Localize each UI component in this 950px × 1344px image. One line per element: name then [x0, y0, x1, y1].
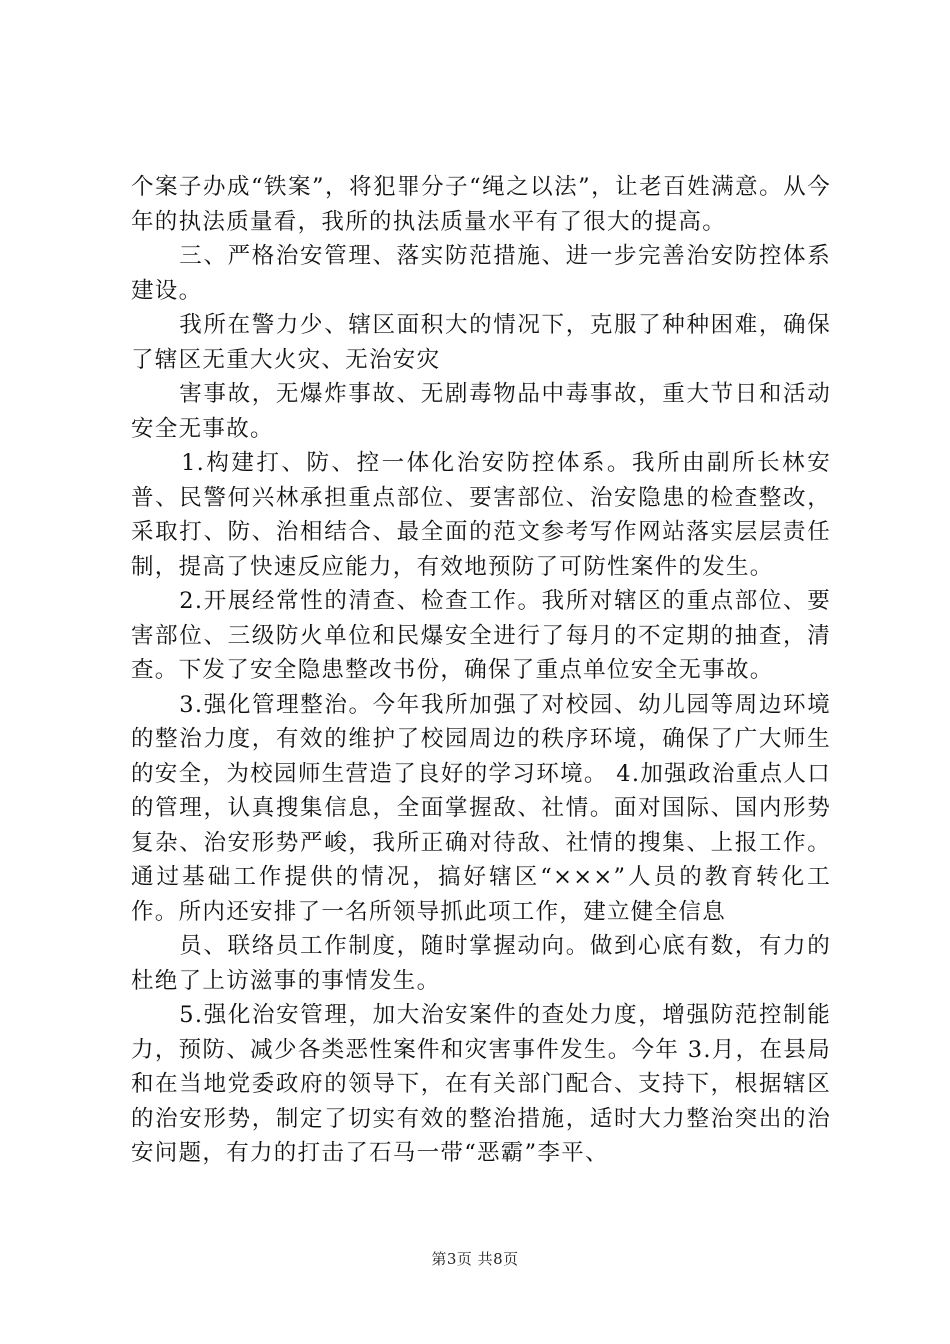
- paragraph: 员、联络员工作制度，随时掌握动向。做到心底有数，有力的杜绝了上访滋事的事情发生。: [131, 933, 831, 994]
- paragraph: 害事故，无爆炸事故、无剧毒物品中毒事故，重大节日和活动安全无事故。: [131, 381, 831, 442]
- paragraph: 3.强化管理整治。今年我所加强了对校园、幼儿园等周边环境的整治力度，有效的维护了校园周边的秩序环境，确保了广大师生的安全，为校园师生营造了良好的学习环境。 4.加强政治重点人口的管理，认真搜集信息，全面掌握敌、社情。面对国际、国内形势复杂、治安形势严峻，我所正确对待敌、社情的搜集、上报工作。通过基础工作提供的情况，搞好辖区“×××”人员的教育转化工作。所内还安排了一名所领导抓此项工作，建立健全信息: [131, 691, 831, 925]
- page-footer: 第3页 共8页: [431, 1250, 519, 1268]
- paragraph: 1.构建打、防、控一体化治安防控体系。我所由副所长林安普、民警何兴林承担重点部位、要害部位、治安隐患的检查整改，采取打、防、治相结合、最全面的范文参考写作网站落实层层责任制，提高了快速反应能力，有效地预防了可防性案件的发生。: [131, 450, 831, 580]
- paragraph: 我所在警力少、辖区面积大的情况下，克服了种种困难，确保了辖区无重大火灾、无治安灾: [131, 312, 831, 373]
- paragraph: 2.开展经常性的清查、检查工作。我所对辖区的重点部位、要害部位、三级防火单位和民爆安全进行了每月的不定期的抽查，清查。下发了安全隐患整改书份，确保了重点单位安全无事故。: [131, 588, 831, 683]
- paragraph: 5.强化治安管理，加大治安案件的查处力度，增强防范控制能力，预防、减少各类恶性案件和灾害事件发生。今年 3.月，在县局和在当地党委政府的领导下，在有关部门配合、支持下，根据辖区的治安形势，制定了切实有效的整治措施，适时大力整治突出的治安问题，有力的打击了石马一带“恶霸”李平、: [131, 1002, 831, 1166]
- paragraph: 个案子办成“铁案”，将犯罪分子“绳之以法”，让老百姓满意。从今年的执法质量看，我所的执法质量水平有了很大的提高。: [131, 174, 831, 235]
- document-body: [131, 170, 831, 1171]
- paragraph: 三、严格治安管理、落实防范措施、进一步完善治安防控体系建设。: [131, 243, 831, 304]
